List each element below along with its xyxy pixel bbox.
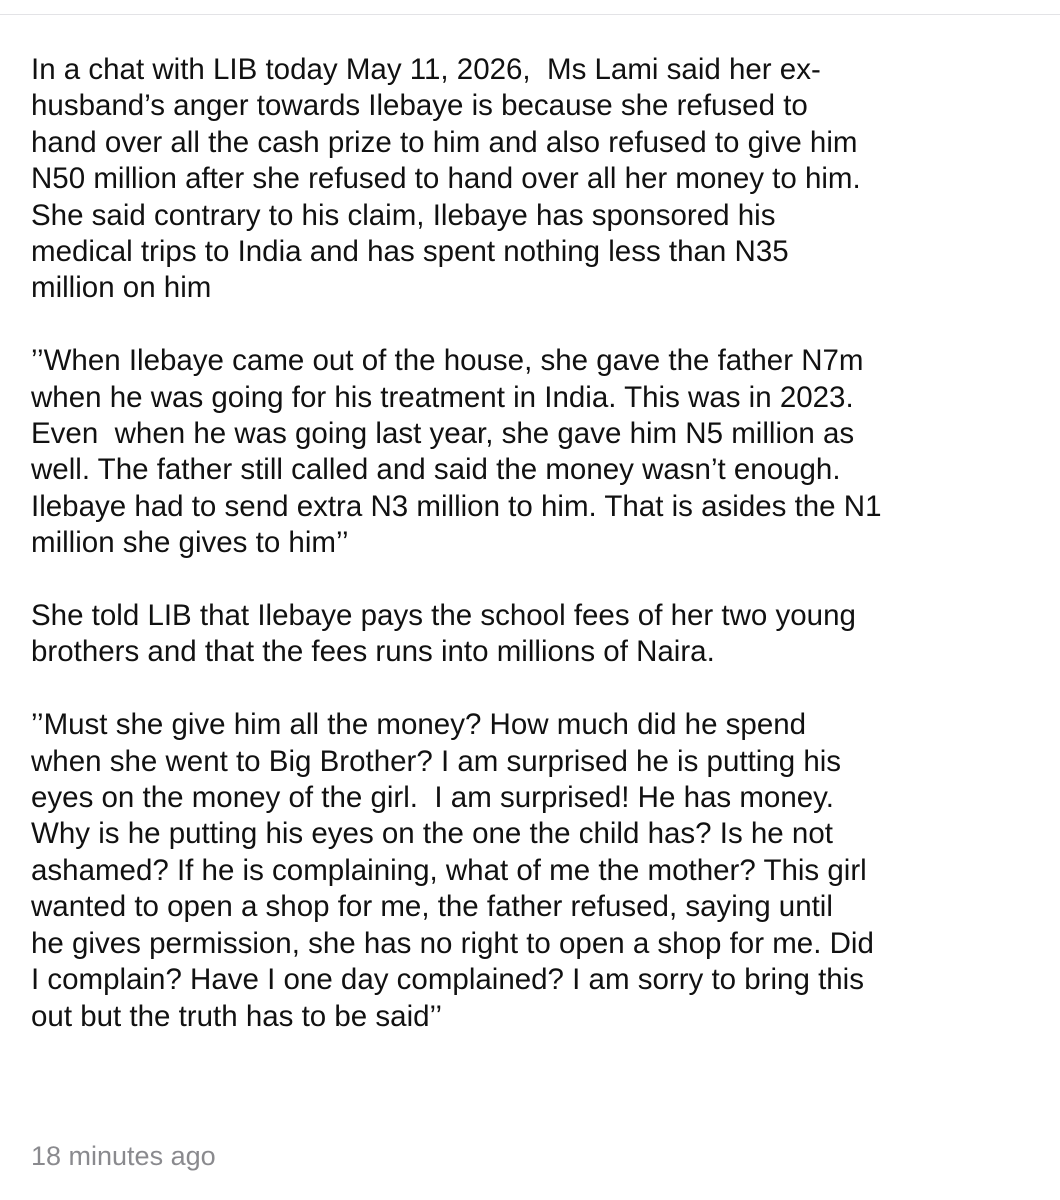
- post-line: well. The father still called and said the money wasn’t enough.: [31, 453, 841, 487]
- post-line: eyes on the money of the girl. I am surprised! He has money.: [31, 781, 834, 815]
- post-line: ’’When Ilebaye came out of the house, she gave the father N7m: [31, 344, 864, 378]
- post-line: I complain? Have I one day complained? I am sorry to bring this: [31, 963, 864, 997]
- post-paragraph: [31, 343, 1031, 561]
- post-line: husband’s anger towards Ilebaye is because she refused to: [31, 89, 808, 123]
- post-line: hand over all the cash prize to him and also refused to give him: [31, 125, 858, 159]
- post-line: brothers and that the fees runs into millions of Naira.: [31, 635, 715, 669]
- post-line: Why is he putting his eyes on the one the child has? Is he not: [31, 817, 833, 851]
- post-paragraph: [31, 707, 1031, 1035]
- post-line: She said contrary to his claim, Ilebaye has sponsored his: [31, 198, 776, 232]
- post-timestamp: 18 minutes ago: [31, 1141, 216, 1171]
- top-divider: [0, 14, 1060, 15]
- post-line: She told LIB that Ilebaye pays the school fees of her two young: [31, 599, 856, 633]
- post-line: N50 million after she refused to hand over all her money to him.: [31, 162, 861, 196]
- post-paragraph: [31, 52, 1031, 307]
- post-line: Ilebaye had to send extra N3 million to him. That is asides the N1: [31, 489, 882, 523]
- post-line: medical trips to India and has spent nothing less than N35: [31, 235, 789, 269]
- post-line: million she gives to him’’: [31, 526, 349, 560]
- post-body: [31, 52, 1031, 1071]
- post-line: wanted to open a shop for me, the father refused, saying until: [31, 890, 833, 924]
- post-line: million on him: [31, 271, 212, 305]
- post-line: when she went to Big Brother? I am surprised he is putting his: [31, 744, 842, 778]
- post-line: ashamed? If he is complaining, what of me the mother? This girl: [31, 853, 867, 887]
- post-line: when he was going for his treatment in India. This was in 2023.: [31, 380, 854, 414]
- post-line: out but the truth has to be said’’: [31, 999, 443, 1033]
- post-line: he gives permission, she has no right to open a shop for me. Did: [31, 926, 874, 960]
- post-line: In a chat with LIB today May 11, 2026, Ms Lami said her ex-: [31, 53, 821, 86]
- post-line: ’’Must she give him all the money? How much did he spend: [31, 708, 807, 742]
- post-paragraph: [31, 598, 1031, 671]
- post-line: Even when he was going last year, she gave him N5 million as: [31, 417, 855, 451]
